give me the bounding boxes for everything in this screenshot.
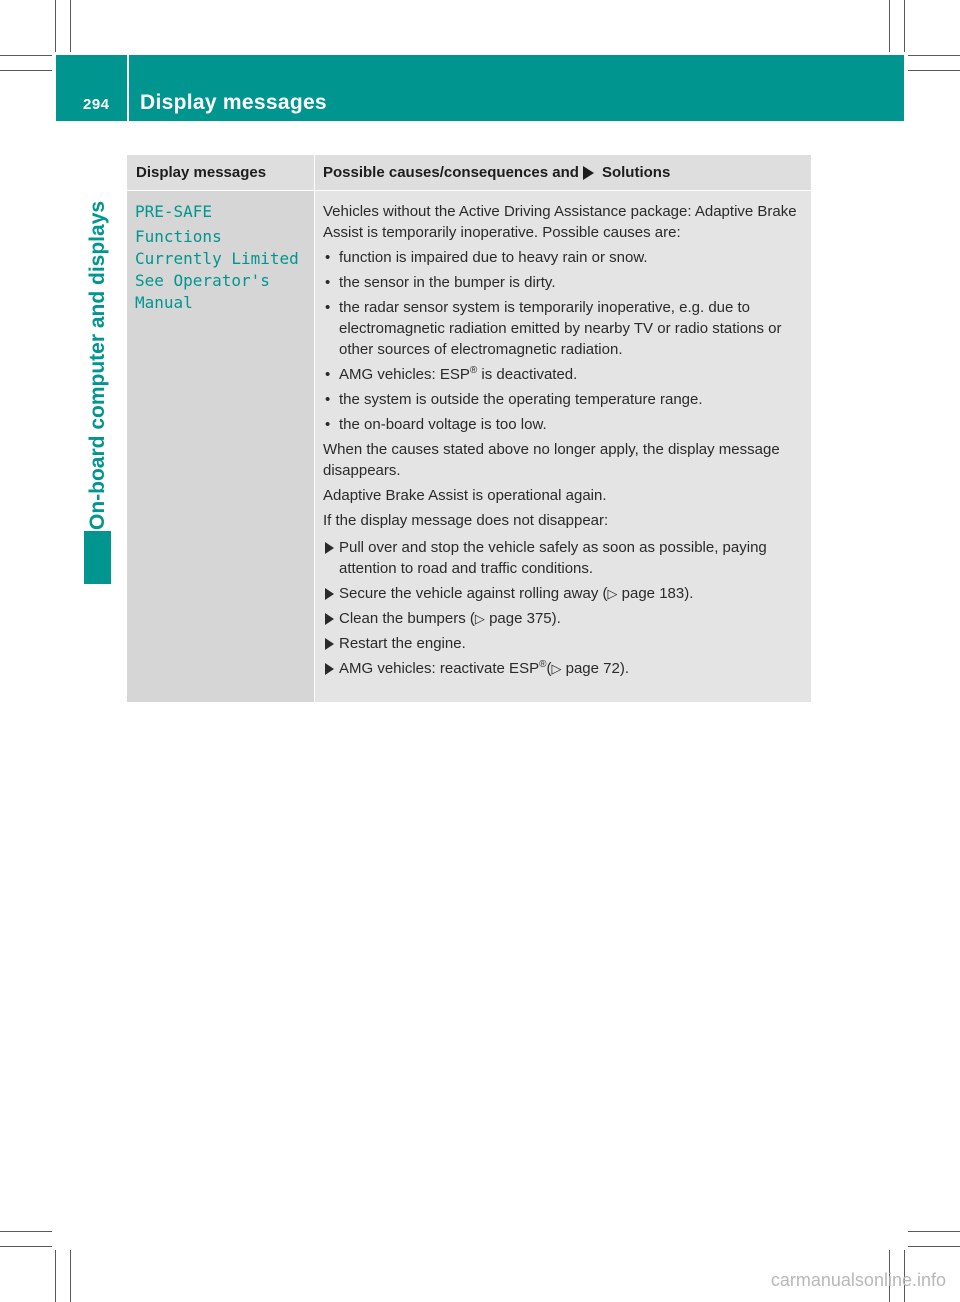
crop-mark <box>904 0 905 52</box>
crop-mark <box>889 0 890 52</box>
solution-step <box>323 633 803 654</box>
cause-text-main: AMG vehicles: ESP <box>339 366 470 383</box>
watermark: carmanualsonline.info <box>770 1270 946 1290</box>
cause-text: the system is outside the operating temperature range. <box>339 391 703 408</box>
step-text-main: Clean the bumpers ( <box>339 610 475 627</box>
crop-mark <box>908 1231 960 1232</box>
cause-bullet <box>323 364 803 385</box>
crop-mark <box>908 1246 960 1247</box>
cause-bullet <box>323 414 803 435</box>
crop-mark <box>0 1231 52 1232</box>
step-text: Pull over and stop the vehicle safely as soon as possible, paying attention to road and traffic conditions. <box>339 539 767 577</box>
side-tab-label: On-board computer and displays <box>86 200 109 530</box>
cause-text: the sensor in the bumper is dirty. <box>339 274 556 291</box>
column-header-causes-solutions <box>314 155 811 190</box>
registered-mark: ® <box>469 365 478 376</box>
crop-mark <box>0 1246 52 1247</box>
status-paragraph: Adaptive Brake Assist is operational again. <box>323 487 607 504</box>
result-paragraph: When the causes stated above no longer apply, the display message disappears. <box>323 441 780 479</box>
step-text <box>339 608 561 629</box>
display-message-line: See Operator's <box>135 271 270 290</box>
causes-solutions-cell <box>314 191 811 702</box>
cause-bullet <box>323 389 803 410</box>
display-message-line: Currently Limited <box>135 249 299 268</box>
section-title: Display messages <box>140 91 327 114</box>
page-ref-link[interactable]: page 183). <box>621 585 694 602</box>
cause-text <box>339 364 577 385</box>
page-ref-icon: ▷ <box>551 661 562 676</box>
crop-mark <box>70 0 71 52</box>
crop-mark <box>908 70 960 71</box>
display-message-line: PRE-SAFE <box>135 202 213 221</box>
step-arrow-icon <box>325 613 334 625</box>
step-text-paren: ( <box>546 660 552 677</box>
bullet-icon: • <box>325 416 331 433</box>
solution-step <box>323 658 803 679</box>
bullet-icon: • <box>325 391 331 408</box>
cause-bullet <box>323 297 803 360</box>
crop-mark <box>70 1250 71 1302</box>
step-arrow-icon <box>325 588 334 600</box>
page-number: 294 <box>83 96 110 113</box>
action-arrow-icon <box>583 166 594 180</box>
bullet-icon: • <box>325 249 331 266</box>
cause-bullet <box>323 247 803 268</box>
step-arrow-icon <box>325 663 334 675</box>
page-ref-icon: ▷ <box>607 586 618 601</box>
display-message-cell <box>127 191 314 702</box>
header-divider <box>127 55 129 121</box>
cause-text: the on-board voltage is too low. <box>339 416 547 433</box>
display-messages-table <box>127 155 811 702</box>
side-tab-block <box>84 531 111 584</box>
registered-mark: ® <box>539 659 547 670</box>
step-text-main: AMG vehicles: reactivate ESP <box>339 660 540 677</box>
bullet-icon: • <box>325 366 331 383</box>
page-ref-link[interactable]: page 72). <box>565 660 630 677</box>
column-header-solutions-label: Solutions <box>601 164 671 181</box>
cause-bullet <box>323 272 803 293</box>
cause-text: function is impaired due to heavy rain or snow. <box>339 249 648 266</box>
column-header-causes-label: Possible causes/consequences and <box>323 164 579 181</box>
crop-mark <box>908 55 960 56</box>
step-arrow-icon <box>325 542 334 554</box>
step-text <box>339 658 629 679</box>
cause-text: the radar sensor system is temporarily inoperative, e.g. due to electromagnetic radiation emitted by nearby TV or radio stations or other sources of electromagnetic radiation. <box>339 299 782 358</box>
page-ref-icon: ▷ <box>474 611 485 626</box>
display-message-line: Manual <box>135 293 193 312</box>
step-text: Restart the engine. <box>339 635 466 652</box>
solution-step <box>323 608 803 629</box>
condition-paragraph: If the display message does not disappear: <box>323 512 609 529</box>
column-header-display-messages: Display messages <box>136 164 267 181</box>
crop-mark <box>0 55 52 56</box>
step-arrow-icon <box>325 638 334 650</box>
crop-mark <box>55 1250 56 1302</box>
intro-paragraph: Vehicles without the Active Driving Assistance package: Adaptive Brake Assist is temporarily inoperative. Possible causes are: <box>323 203 797 241</box>
bullet-icon: • <box>325 274 331 291</box>
table-row <box>127 190 811 702</box>
table-header-row <box>127 155 811 190</box>
step-text <box>339 583 693 604</box>
display-message-line: Functions <box>135 227 222 246</box>
step-text-main: Secure the vehicle against rolling away ( <box>339 585 608 602</box>
crop-mark <box>55 0 56 52</box>
solution-step <box>323 583 803 604</box>
page-ref-link[interactable]: page 375). <box>489 610 561 627</box>
cause-text-tail: is deactivated. <box>477 366 578 383</box>
crop-mark <box>0 70 52 71</box>
solution-step <box>323 537 803 579</box>
bullet-icon: • <box>325 299 331 316</box>
